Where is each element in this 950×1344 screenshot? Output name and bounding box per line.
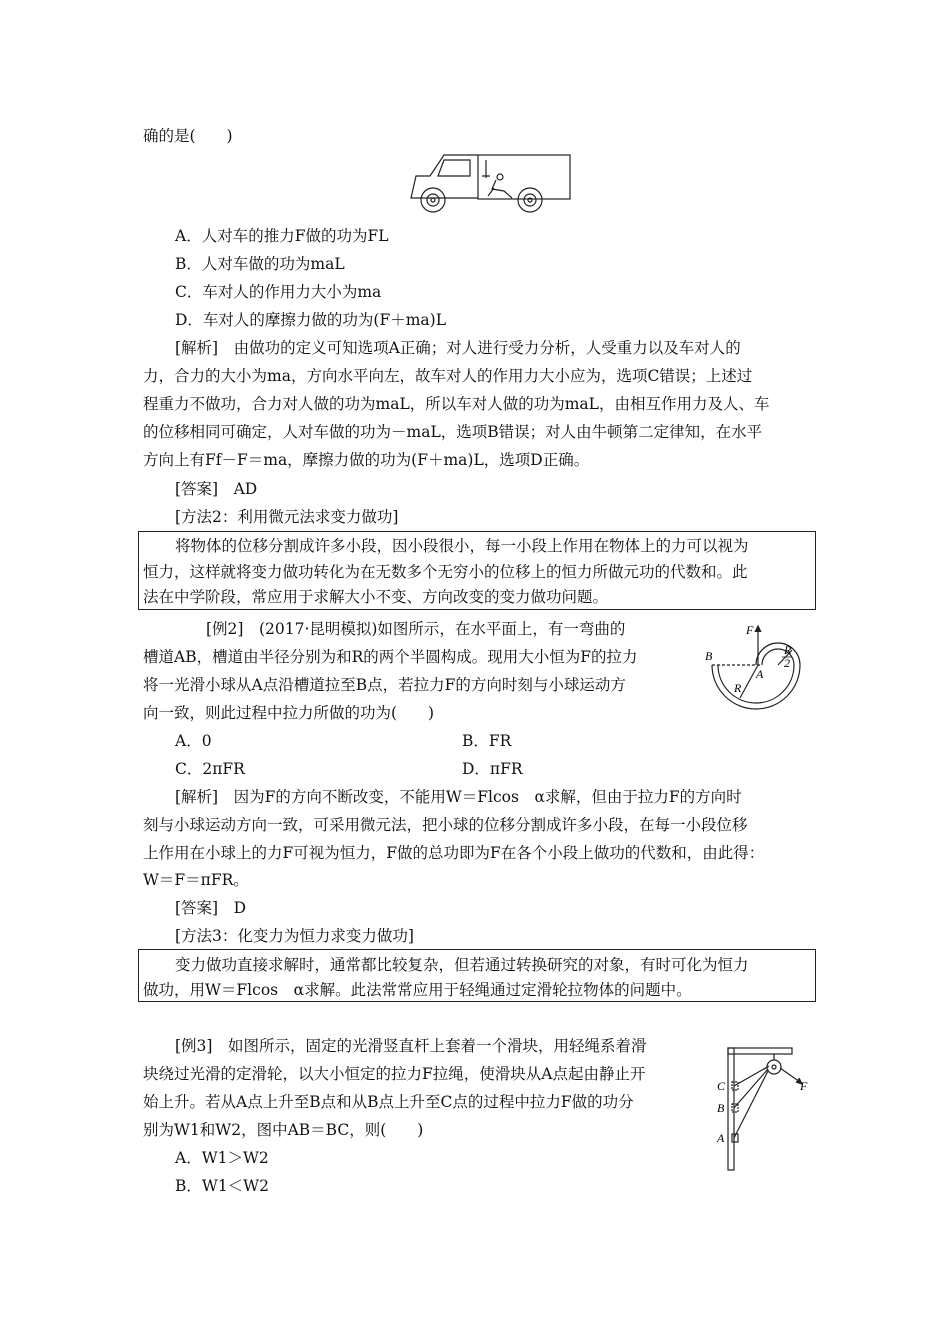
groove-label-a: A	[756, 667, 764, 681]
example2-option-c: C．2πFR	[175, 760, 245, 778]
q1-option-b: B．人对车做的功为maL	[175, 255, 345, 273]
method2-box-line: 恒力，这样就将变力做功转化为在无数多个无穷小的位移上的恒力所做元功的代数和。此	[143, 563, 748, 581]
q1-stem-tail: 确的是( )	[143, 127, 233, 145]
example2-option-d: D．πFR	[462, 760, 523, 778]
q1-analysis-line: 方向上有Ff－F＝ma，摩擦力做的功为(F＋ma)L，选项D正确。	[143, 451, 590, 469]
example2-analysis-line: 上作用在小球上的力F可视为恒力，F做的总功即为F在各个小段上做功的代数和，由此得：	[143, 844, 765, 862]
q1-answer: [答案] AD	[175, 480, 258, 498]
method3-box-line: 变力做功直接求解时，通常都比较复杂，但若通过转换研究的对象，有时可化为恒力	[175, 956, 749, 974]
example3-stem: [例3] 如图所示，固定的光滑竖直杆上套着一个滑块，用轻绳系着滑	[175, 1037, 647, 1055]
example2-stem: [例2] (2017·昆明模拟)如图所示，在水平面上，有一弯曲的	[206, 620, 626, 638]
q1-option-d: D．车对人的摩擦力做的功为(F＋ma)L	[175, 311, 447, 329]
truck-figure	[408, 150, 574, 218]
example3-stem: 始上升。若从A点上升至B点和从B点上升至C点的过程中拉力F做的功分	[143, 1093, 634, 1111]
groove-figure	[700, 620, 828, 732]
groove-label-r-half-den: 2	[784, 656, 790, 670]
groove-label-f: F	[746, 623, 754, 637]
method2-box-line: 将物体的位移分割成许多小段，因小段很小，每一小段上作用在物体上的力可以视为	[175, 537, 749, 555]
method2-title: [方法2：利用微元法求变力做功]	[175, 508, 399, 526]
example2-analysis-line: [解析] 因为F的方向不断改变，不能用W＝Flcos α求解，但由于拉力F的方向时	[175, 788, 742, 806]
example2-stem: 向一致，则此过程中拉力所做的功为( )	[143, 704, 435, 722]
groove-label-r-half-num: R	[784, 643, 792, 657]
example3-stem: 别为W1和W2，图中AB＝BC，则( )	[143, 1121, 424, 1139]
example2-stem: 槽道AB，槽道由半径分别为和R的两个半圆构成。现用大小恒为F的拉力	[143, 648, 638, 666]
example3-stem: 块绕过光滑的定滑轮，以大小恒定的拉力F拉绳，使滑块从A点起由静止开	[143, 1065, 646, 1083]
q1-analysis-line: 的位移相同可确定，人对车做的功为－maL，选项B错误；对人由牛顿第二定律知，在水平	[143, 423, 763, 441]
q1-analysis-line: [解析] 由做功的定义可知选项A正确；对人进行受力分析，人受重力以及车对人的	[175, 339, 741, 357]
example2-option-a: A．0	[175, 732, 212, 750]
example3-option-b: B．W1＜W2	[175, 1177, 269, 1195]
q1-option-c: C．车对人的作用力大小为ma	[175, 283, 382, 301]
groove-label-r: R	[734, 681, 742, 695]
pulley-label-f: F	[800, 1079, 808, 1093]
pulley-label-b: B	[717, 1101, 725, 1115]
pulley-label-c: C	[717, 1079, 726, 1093]
q1-option-a: A．人对车的推力F做的功为FL	[175, 227, 389, 245]
method2-box-line: 法在中学阶段，常应用于求解大小不变、方向改变的变力做功问题。	[143, 588, 609, 606]
example2-option-b: B．FR	[462, 732, 512, 750]
groove-label-b: B	[705, 649, 713, 663]
example2-answer: [答案] D	[175, 899, 247, 917]
example3-option-a: A．W1＞W2	[175, 1149, 269, 1167]
example2-stem: 将一光滑小球从A点沿槽道拉至B点，若拉力F的方向时刻与小球运动方	[143, 676, 626, 694]
method3-box-line: 做功，用W＝Flcos α求解。此法常常应用于轻绳通过定滑轮拉物体的问题中。	[143, 981, 692, 999]
example2-analysis-line: W＝F＝πFR。	[143, 871, 249, 889]
q1-analysis-line: 力，合力的大小为ma，方向水平向左，故车对人的作用力大小应为，选项C错误；上述过	[143, 367, 753, 385]
method3-title: [方法3：化变力为恒力求变力做功]	[175, 927, 414, 945]
pulley-figure	[712, 1040, 812, 1172]
pulley-label-a: A	[717, 1131, 725, 1145]
example2-analysis-line: 刻与小球运动方向一致，可采用微元法，把小球的位移分割成许多小段，在每一小段位移	[143, 816, 748, 834]
q1-analysis-line: 程重力不做功，合力对人做的功为maL，所以车对人做的功为maL，由相互作用力及人、车	[143, 395, 770, 413]
